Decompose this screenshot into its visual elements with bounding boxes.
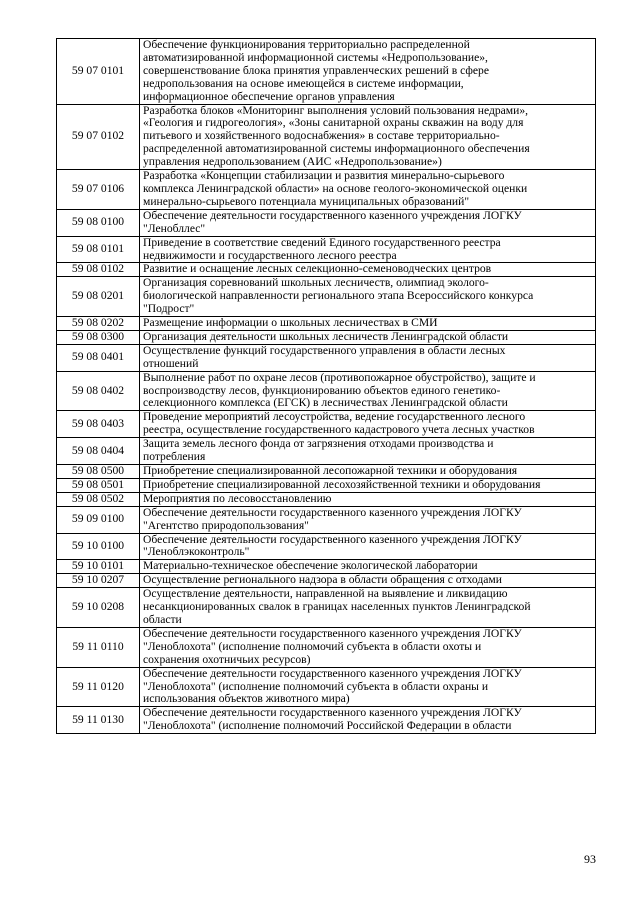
row-code-cell: 59 07 0101 <box>57 39 140 105</box>
table-row <box>57 209 596 236</box>
row-code-cell: 59 08 0101 <box>57 236 140 263</box>
row-description-cell: Приобретение специализированной лесохозяйственной техники и оборудования <box>140 478 596 492</box>
row-description-cell: Приобретение специализированной лесопожарной техники и оборудования <box>140 465 596 479</box>
table-row <box>57 533 596 560</box>
row-code-cell: 59 10 0101 <box>57 560 140 574</box>
budget-codes-table <box>56 38 596 734</box>
table-row <box>57 104 596 170</box>
row-description-cell: Проведение мероприятий лесоустройства, ведение государственного лесного реестра, осуществление государственного кадастрового учета лесных участков <box>140 411 596 438</box>
table-row <box>57 411 596 438</box>
row-code-cell: 59 11 0130 <box>57 707 140 734</box>
row-description-cell: Защита земель лесного фонда от загрязнения отходами производства и потребления <box>140 438 596 465</box>
row-description-cell: Осуществление регионального надзора в области обращения с отходами <box>140 574 596 588</box>
row-code-cell: 59 11 0110 <box>57 627 140 667</box>
table-row <box>57 263 596 277</box>
row-description-cell: Разработка блоков «Мониторинг выполнения условий пользования недрами», «Геология и гидрогеология», «Зоны санитарной охраны скважин на воду для питьевого и хозяйственного водоснабжения» в составе территориально- распределенной автоматизированной системы информационного обеспечения управления недропользованием (АИС «Недропользование») <box>140 104 596 170</box>
table-row <box>57 560 596 574</box>
row-code-cell: 59 08 0100 <box>57 209 140 236</box>
row-code-cell: 59 08 0403 <box>57 411 140 438</box>
table-row <box>57 574 596 588</box>
row-code-cell: 59 08 0501 <box>57 478 140 492</box>
row-description-cell: Обеспечение деятельности государственного казенного учреждения ЛОГКУ "Леноблохота" (исполнение полномочий субъекта в области охоты и сохранения охотничьих ресурсов) <box>140 627 596 667</box>
table-row <box>57 478 596 492</box>
row-description-cell: Осуществление деятельности, направленной на выявление и ликвидацию несанкционированных свалок в границах населенных пунктов Ленинградской области <box>140 588 596 628</box>
row-code-cell: 59 08 0402 <box>57 371 140 411</box>
row-description-cell: Обеспечение деятельности государственного казенного учреждения ЛОГКУ "Леноблэкоконтроль" <box>140 533 596 560</box>
row-description-cell: Обеспечение деятельности государственного казенного учреждения ЛОГКУ "Ленобллес" <box>140 209 596 236</box>
row-code-cell: 59 08 0201 <box>57 277 140 317</box>
row-description-cell: Выполнение работ по охране лесов (противопожарное обустройство), защите и воспроизводству лесов, функционированию объектов единого генетико- селекционного комплекса (ЕГСК) в лесничествах Ленинградской области <box>140 371 596 411</box>
row-description-cell: Размещение информации о школьных лесничествах в СМИ <box>140 317 596 331</box>
row-description-cell: Организация соревнований школьных лесничеств, олимпиад эколого- биологической направленности регионального этапа Всероссийского конкурса "Подрост" <box>140 277 596 317</box>
row-code-cell: 59 08 0404 <box>57 438 140 465</box>
row-code-cell: 59 10 0100 <box>57 533 140 560</box>
table-row <box>57 465 596 479</box>
table-row <box>57 330 596 344</box>
row-code-cell: 59 09 0100 <box>57 506 140 533</box>
row-description-cell: Приведение в соответствие сведений Единого государственного реестра недвижимости и государственного лесного реестра <box>140 236 596 263</box>
table-row <box>57 506 596 533</box>
row-description-cell: Осуществление функций государственного управления в области лесных отношений <box>140 344 596 371</box>
row-code-cell: 59 08 0300 <box>57 330 140 344</box>
row-description-cell: Обеспечение функционирования территориально распределенной автоматизированной информационной системы «Недропользование», совершенствование блока принятия управленческих решений в сфере недропользования на основе имеющейся в системе информации, информационное обеспечение органов управления <box>140 39 596 105</box>
table-row <box>57 492 596 506</box>
row-code-cell: 59 10 0207 <box>57 574 140 588</box>
table-row <box>57 344 596 371</box>
row-code-cell: 59 08 0502 <box>57 492 140 506</box>
row-description-cell: Мероприятия по лесовосстановлению <box>140 492 596 506</box>
row-code-cell: 59 08 0500 <box>57 465 140 479</box>
row-code-cell: 59 08 0401 <box>57 344 140 371</box>
row-description-cell: Обеспечение деятельности государственного казенного учреждения ЛОГКУ "Агентство природопользования" <box>140 506 596 533</box>
table-row <box>57 371 596 411</box>
row-code-cell: 59 11 0120 <box>57 667 140 707</box>
table-row <box>57 667 596 707</box>
table-row <box>57 236 596 263</box>
table-body <box>57 39 596 734</box>
row-code-cell: 59 08 0102 <box>57 263 140 277</box>
table-row <box>57 438 596 465</box>
row-code-cell: 59 07 0106 <box>57 170 140 210</box>
row-code-cell: 59 07 0102 <box>57 104 140 170</box>
row-code-cell: 59 08 0202 <box>57 317 140 331</box>
row-description-cell: Материально-техническое обеспечение экологической лаборатории <box>140 560 596 574</box>
page-number: 93 <box>584 852 596 866</box>
row-description-cell: Обеспечение деятельности государственного казенного учреждения ЛОГКУ "Леноблохота" (исполнение полномочий субъекта в области охраны и использования объектов животного мира) <box>140 667 596 707</box>
row-description-cell: Разработка «Концепции стабилизации и развития минерально-сырьевого комплекса Ленинградской области» на основе геолого-экономической оценки минерально-сырьевого потенциала муниципальных образований" <box>140 170 596 210</box>
table-row <box>57 627 596 667</box>
row-description-cell: Организация деятельности школьных лесничеств Ленинградской области <box>140 330 596 344</box>
table-row <box>57 170 596 210</box>
row-code-cell: 59 10 0208 <box>57 588 140 628</box>
row-description-cell: Развитие и оснащение лесных селекционно-семеноводческих центров <box>140 263 596 277</box>
table-row <box>57 588 596 628</box>
table-row <box>57 277 596 317</box>
table-row <box>57 39 596 105</box>
table-row <box>57 707 596 734</box>
row-description-cell: Обеспечение деятельности государственного казенного учреждения ЛОГКУ "Леноблохота" (исполнение полномочий Российской Федерации в области <box>140 707 596 734</box>
table-row <box>57 317 596 331</box>
